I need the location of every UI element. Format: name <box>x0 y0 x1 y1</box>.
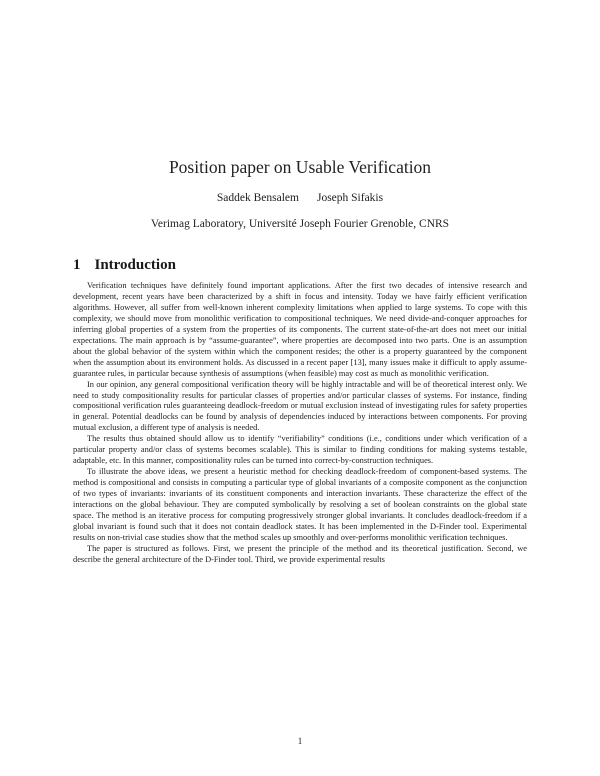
body-text <box>73 281 527 566</box>
paragraph: The paper is structured as follows. First, we present the principle of the method and its theoretical justification. Second, we describe the general architecture of the D-Finder tool. Third, we provide experimental results <box>73 543 527 564</box>
author-list <box>0 192 600 204</box>
paragraph: Verification techniques have definitely found important applications. After the first two decades of intensive research and development, recent years have been characterized by a shift in focus and intensity. Today we have fairly efficient verification algorithms. However, all suffer from well-known inherent complexity limitations when applied to large systems. To cope with this complexity, we should move from monolithic verification to compositional techniques. We need divide-and-conquer approaches for inferring global properties of a system from the properties of its components. The current state-of-the-art does not meet our initial expectations. The main approach is by “assume-guarantee”, where properties are decomposed into two parts. One is an assumption about the global behavior of the system within which the component resides; the other is a property guaranteed by the component when the assumption about its environment holds. As discussed in a recent paper [13], many issues make it difficult to apply assume-guarantee rules, in particular because synthesis of assumptions (when feasible) may cost as much as monolithic verification. <box>73 281 527 378</box>
paragraph: The results thus obtained should allow us to identify “verifiability” conditions (i.e., conditions under which verification of a particular property and/or class of systems becomes scalable). This is similar to finding conditions for making systems testable, adaptable, etc. In this manner, compositionality rules can be turned into correct-by-construction techniques. <box>73 434 527 466</box>
section-heading <box>73 257 176 274</box>
paper-title: Position paper on Usable Verification <box>168 157 432 177</box>
page-number: 1 <box>297 736 303 746</box>
paragraph: In our opinion, any general compositional verification theory will be highly intractable and will be of theoretical interest only. We need to study compositionality results for particular classes of properties and/or particular classes of systems. For instance, finding compositional verification rules guaranteeing deadlock-freedom or mutual exclusion instead of investigating rules for safety properties in general. Potential deadlocks can be found by analysis of dependencies induced by interactions between components. For proving mutual exclusion, a different type of analysis is needed. <box>73 379 527 433</box>
paragraph: To illustrate the above ideas, we present a heuristic method for checking deadlock-freedom of component-based systems. The method is compositional and consists in computing a particular type of global invariants of a composite component as the conjunction of two types of invariants: invariants of its constituent components and interaction invariants. These characterize the effect of the interactions on the global behaviour. They are computed symbolically by resolving a set of boolean constraints on the global state space. The method is an iterative process for computing progressively stronger global invariants. It concludes deadlock-freedom if a global invariant is found such that it does not contain deadlock states. It has been implemented in the D-Finder tool. Experimental results on non-trivial case studies show that the method scales up smoothly and over-performs monolithic verification techniques. <box>73 467 527 542</box>
affiliation: Verimag Laboratory, Université Joseph Fourier Grenoble, CNRS <box>150 218 450 230</box>
section-title: Introduction <box>94 257 176 273</box>
author-name: Joseph Sifakis <box>316 192 384 204</box>
author-name: Saddek Bensalem <box>216 192 299 204</box>
section-number: 1 <box>73 257 81 273</box>
